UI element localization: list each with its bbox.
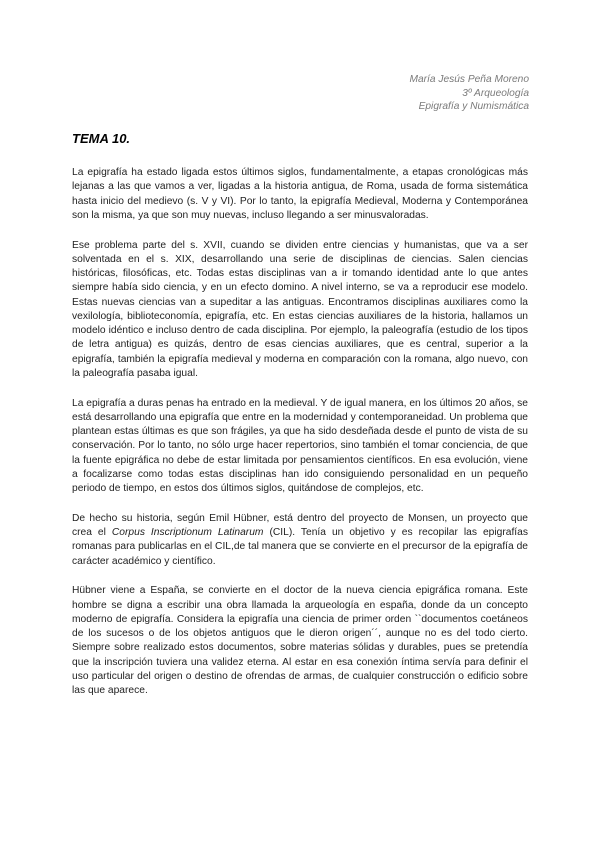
paragraph-5: Hübner viene a España, se convierte en el doctor de la nueva ciencia epigráfica romana. Este hombre se digna a escribir una obra llamada la arqueología en españa, donde da un concepto moderno de epigrafía. Considera la epigrafía una ciencia de primer orden ``documentos coetáneos de los sucesos o de los objetos antiguos que le dieron origen´´, aunque no es del todo cierto. Siempre sobre realizado estos documentos, sobre materias sólidas y durables, pues se pretendía que la inscripción tuviera una validez eterna. Al estar en esa conexión íntima servía para definir el uso particular del origen o destino de ofrendas de armas, de cualquier construcción o edificio sobre las que aparece. [72, 585, 528, 696]
document-title: TEMA 10. [72, 131, 131, 146]
subject-name: Epigrafía y Numismática [418, 101, 529, 113]
paragraph-1: La epigrafía ha estado ligada estos últimos siglos, fundamentalmente, a etapas cronológicas más lejanas a las que vamos a ver, ligadas a la historia antigua, de Roma, usada de forma sistemática hasta inicio del medievo (s. V y VI). Por lo tanto, la epigrafía Medieval, Moderna y Contemporánea son la misma, ya que son muy nuevas, incluso llegando a ser minusvaloradas. [72, 167, 528, 221]
course-name: 3º Arqueología [462, 87, 529, 99]
paragraph-4-before: De hecho su historia, según Emil Hübner, está dentro del proyecto de Monsen, un proyecto que crea el [72, 512, 528, 538]
document-body [72, 166, 528, 714]
document-header [410, 73, 529, 114]
author-name: María Jesús Peña Moreno [409, 74, 529, 85]
paragraph-3: La epigrafía a duras penas ha entrado en la medieval. Y de igual manera, en los últimos 20 años, se está desarrollando una epigrafía que entre en la modernidad y contemporaneidad. Un problema que plantean estas últimas es que son frágiles, ya que ha sido desdeñada desde el punto de vista de su conservación. Por lo tanto, no sólo urge hacer repertorios, sino también el tomar conciencia, de que la fuente epigráfica no debe de estar limitada por pensamientos científicos. En esa evolución, viene a focalizarse como todas estas disciplinas han ido consiguiendo personalidad en un pequeño periodo de tiempo, en estos dos últimos siglos, quitándose de complejos, etc. [72, 397, 528, 494]
paragraph-2: Ese problema parte del s. XVII, cuando se dividen entre ciencias y humanistas, que va a ser solventada en el s. XIX, desarrollando una serie de disciplinas de ciencias. Salen ciencias históricas, filosóficas, etc. Todas estas disciplinas van a ir tomando identidad ante lo que antes siempre había sido ciencia, y en un efecto domino. A nivel interno, se va a reproducir ese modelo. Estas nuevas ciencias van a supeditar a las antiguas. Encontramos disciplinas auxiliares como la vexilología, biblioteconomía, epigrafía, etc. En estas ciencias auxiliares de la historia, hallamos un modelo idéntico e incluso dentro de cada disciplina. Por ejemplo, la paleografía (estudio de los tipos de letra antigua) es quizás, dentro de esas ciencias auxiliares, que es central, superior a la epigrafía, también la epigrafía medieval y moderna en comparación con la romana, algo nuevo, con la paleografía pasaba igual. [72, 239, 528, 379]
paragraph-4 [72, 512, 528, 569]
paragraph-4-after: (CIL). Tenía un objetivo y es recopilar las epigrafías romanas para publicarlas en el CIL,de tal manera que se convierte en el precursor de la epigrafía de carácter académico y científico. [72, 527, 528, 567]
corpus-title: Corpus Inscriptionum Latinarum [111, 527, 264, 538]
